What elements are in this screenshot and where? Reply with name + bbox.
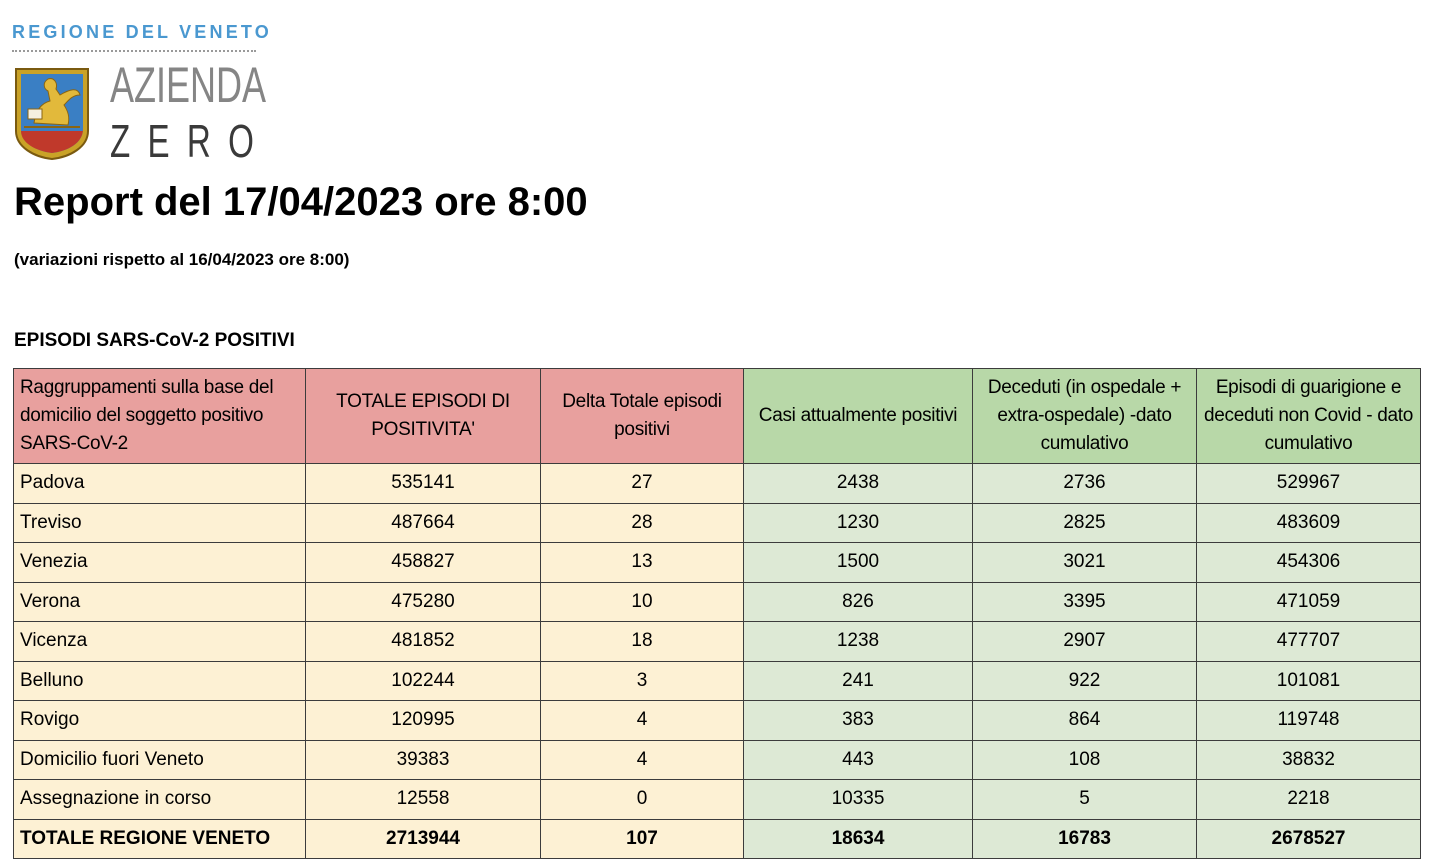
column-header-deceased: Deceduti (in ospedale + extra-ospedale) -dato cumulativo	[973, 369, 1197, 464]
cell-current-positives: 383	[744, 701, 973, 741]
cell-deceased: 864	[973, 701, 1197, 741]
cell-recovered: 477707	[1197, 622, 1421, 662]
cell-delta: 27	[541, 464, 744, 504]
table-row	[14, 740, 1421, 780]
table-row	[14, 701, 1421, 741]
table-row	[14, 780, 1421, 820]
cell-group: Belluno	[14, 661, 306, 701]
column-header-current-positives: Casi attualmente positivi	[744, 369, 973, 464]
cell-delta: 3	[541, 661, 744, 701]
cell-group: Venezia	[14, 543, 306, 583]
table-total-row	[14, 819, 1421, 859]
region-name: REGIONE DEL VENETO	[12, 22, 272, 42]
cell-group: TOTALE REGIONE VENETO	[14, 819, 306, 859]
cell-group: Verona	[14, 582, 306, 622]
cell-recovered: 454306	[1197, 543, 1421, 583]
cell-current-positives: 241	[744, 661, 973, 701]
column-header-group: Raggruppamenti sulla base del domicilio del soggetto positivo SARS-CoV-2	[14, 369, 306, 464]
cell-recovered: 483609	[1197, 503, 1421, 543]
cell-deceased: 2907	[973, 622, 1197, 662]
cell-recovered: 2218	[1197, 780, 1421, 820]
cell-recovered: 2678527	[1197, 819, 1421, 859]
brand-line-azienda: AZIENDA	[110, 57, 267, 113]
cell-delta: 4	[541, 701, 744, 741]
cell-deceased: 16783	[973, 819, 1197, 859]
cell-group: Domicilio fuori Veneto	[14, 740, 306, 780]
cell-current-positives: 2438	[744, 464, 973, 504]
cell-current-positives: 18634	[744, 819, 973, 859]
cell-current-positives: 826	[744, 582, 973, 622]
cell-total-episodes: 487664	[306, 503, 541, 543]
cell-recovered: 119748	[1197, 701, 1421, 741]
cell-current-positives: 1238	[744, 622, 973, 662]
cell-deceased: 3395	[973, 582, 1197, 622]
cell-delta: 28	[541, 503, 744, 543]
table-row	[14, 622, 1421, 662]
cell-deceased: 2825	[973, 503, 1197, 543]
cell-group: Rovigo	[14, 701, 306, 741]
table-row	[14, 543, 1421, 583]
cell-current-positives: 443	[744, 740, 973, 780]
cell-group: Padova	[14, 464, 306, 504]
cell-recovered: 38832	[1197, 740, 1421, 780]
report-title: Report del 17/04/2023 ore 8:00	[14, 180, 588, 224]
header-logo-block	[12, 22, 272, 167]
table-header-row	[14, 369, 1421, 464]
cell-delta: 0	[541, 780, 744, 820]
cell-total-episodes: 2713944	[306, 819, 541, 859]
table-row	[14, 464, 1421, 504]
cell-recovered: 529967	[1197, 464, 1421, 504]
lion-of-saint-mark-seal-icon	[12, 65, 92, 161]
report-subtitle: (variazioni rispetto al 16/04/2023 ore 8:00)	[14, 250, 350, 269]
cell-recovered: 471059	[1197, 582, 1421, 622]
column-header-total-episodes: TOTALE EPISODI DI POSITIVITA'	[306, 369, 541, 464]
cell-total-episodes: 12558	[306, 780, 541, 820]
brand-line-zero: ZERO	[110, 115, 272, 167]
table-row	[14, 661, 1421, 701]
cell-delta: 13	[541, 543, 744, 583]
cell-current-positives: 1500	[744, 543, 973, 583]
header-divider	[12, 50, 256, 52]
cell-total-episodes: 481852	[306, 622, 541, 662]
brand-logo-text	[110, 57, 272, 167]
cell-current-positives: 1230	[744, 503, 973, 543]
cell-deceased: 3021	[973, 543, 1197, 583]
table-body	[14, 464, 1421, 859]
cell-total-episodes: 39383	[306, 740, 541, 780]
cell-delta: 10	[541, 582, 744, 622]
cell-total-episodes: 535141	[306, 464, 541, 504]
cell-group: Assegnazione in corso	[14, 780, 306, 820]
section-heading: EPISODI SARS-CoV-2 POSITIVI	[14, 330, 295, 351]
cell-delta: 4	[541, 740, 744, 780]
column-header-delta: Delta Totale episodi positivi	[541, 369, 744, 464]
cell-total-episodes: 475280	[306, 582, 541, 622]
cell-group: Vicenza	[14, 622, 306, 662]
cell-deceased: 2736	[973, 464, 1197, 504]
cell-total-episodes: 102244	[306, 661, 541, 701]
positives-table	[13, 368, 1421, 859]
cell-delta: 107	[541, 819, 744, 859]
cell-total-episodes: 120995	[306, 701, 541, 741]
cell-group: Treviso	[14, 503, 306, 543]
table-row	[14, 582, 1421, 622]
cell-total-episodes: 458827	[306, 543, 541, 583]
cell-current-positives: 10335	[744, 780, 973, 820]
cell-delta: 18	[541, 622, 744, 662]
column-header-recovered: Episodi di guarigione e deceduti non Covid - dato cumulativo	[1197, 369, 1421, 464]
cell-recovered: 101081	[1197, 661, 1421, 701]
cell-deceased: 922	[973, 661, 1197, 701]
table-row	[14, 503, 1421, 543]
cell-deceased: 5	[973, 780, 1197, 820]
cell-deceased: 108	[973, 740, 1197, 780]
